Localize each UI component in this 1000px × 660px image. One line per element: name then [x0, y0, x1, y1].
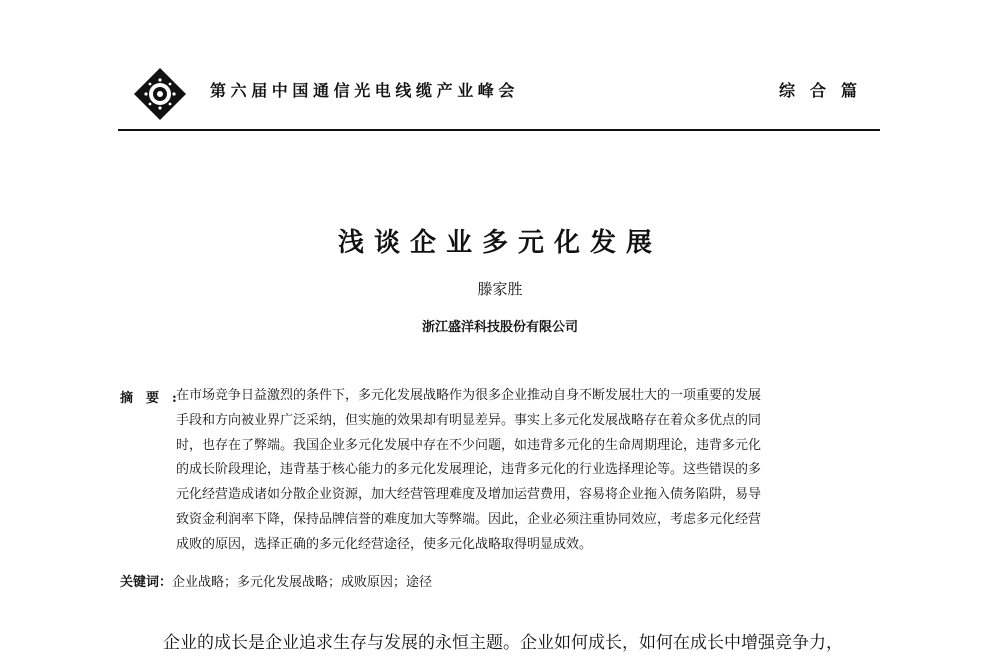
abstract-line: 成败的原因，选择正确的多元化经营途径，使多元化战略取得明显成效。: [176, 536, 593, 552]
keywords: [120, 571, 432, 590]
abstract-line: 元化经营造成诸如分散企业资源，加大经营管理难度及增加运营费用，容易将企业拖入债务陷阱，易导: [176, 487, 762, 503]
author-affiliation: 浙江盛洋科技股份有限公司: [421, 320, 578, 335]
keywords-label: 关键词：: [120, 575, 173, 590]
abstract-line: 手段和方向被业界广泛采纳，但实施的效果却有明显差异。事实上多元化发展战略存在着众多优点的同: [176, 412, 762, 428]
body-paragraph: 企业的成长是企业追求生存与发展的永恒主题。企业如何成长，如何在成长中增强竞争力，: [163, 633, 843, 653]
conference-logo-icon: [132, 66, 188, 122]
keywords-text: 企业战略；多元化发展战略；成败原因；途径: [172, 575, 433, 590]
author-name: 滕家胜: [477, 280, 523, 298]
page-header: [118, 60, 880, 130]
paper-title: 浅谈企业多元化发展: [337, 228, 662, 258]
abstract-line: 致资金利润率下降，保持品牌信誉的难度加大等弊端。因此，企业必须注重协同效应，考虑多元化经营: [176, 511, 762, 527]
conference-title: 第六届中国通信光电线缆产业峰会: [210, 81, 520, 100]
abstract-line: 的成长阶段理论，违背基于核心能力的多元化发展理论，违背多元化的行业选择理论等。这些错误的多: [176, 462, 762, 478]
abstract-line: 时，也存在了弊端。我国企业多元化发展中存在不少问题，如违背多元化的生命周期理论，违背多元化: [176, 437, 762, 453]
abstract-body: [120, 387, 885, 561]
section-label: 综合篇: [778, 81, 872, 100]
header-rule: [118, 129, 880, 131]
abstract-label: 摘要:: [120, 391, 190, 406]
abstract-line: 在市场竞争日益激烈的条件下，多元化发展战略作为很多企业推动自身不断发展壮大的一项重要的发展: [176, 388, 762, 403]
